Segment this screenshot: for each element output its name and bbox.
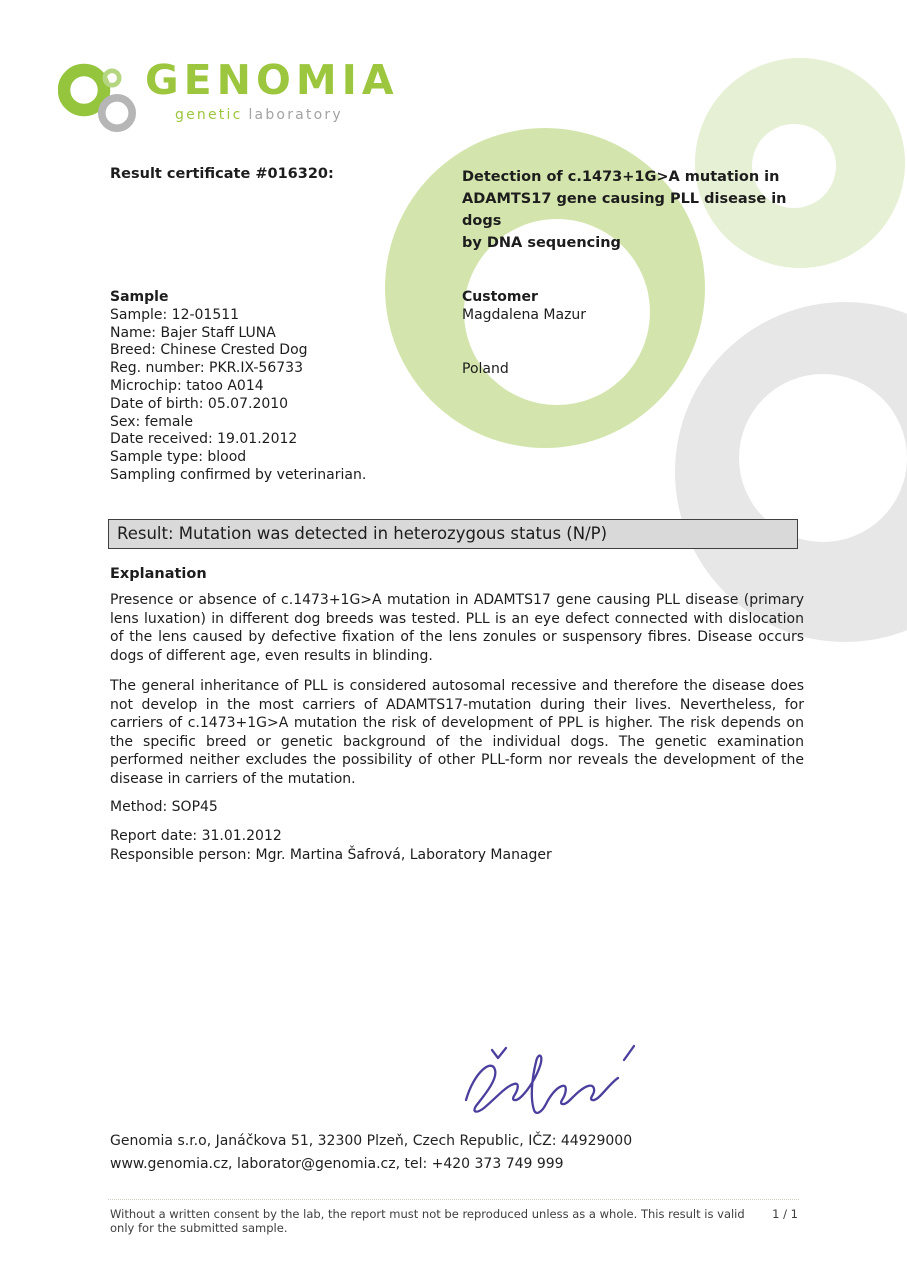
sample-line: Date of birth: 05.07.2010 <box>110 395 289 412</box>
logo-subtitle-laboratory: laboratory <box>248 107 343 123</box>
sample-heading: Sample <box>110 289 169 305</box>
certificate-number-label: Result certificate #016320: <box>110 166 334 182</box>
sample-line: Sex: female <box>110 413 193 430</box>
customer-country: Poland <box>462 360 509 377</box>
footer-address-line: Genomia s.r.o, Janáčkova 51, 32300 Plzeň, Czech Republic, IČZ: 44929000 <box>110 1133 633 1149</box>
test-title-line: Detection of c.1473+1G>A mutation in <box>462 169 780 185</box>
explanation-heading: Explanation <box>110 566 207 582</box>
signature <box>448 1038 663 1130</box>
customer-section <box>462 289 586 378</box>
page-number: 1 / 1 <box>772 1207 798 1221</box>
sample-line: Date received: 19.01.2012 <box>110 431 298 448</box>
sample-line: Microchip: tatoo A014 <box>110 377 264 394</box>
test-title <box>462 166 822 254</box>
method-line: Method: SOP45 <box>110 799 218 815</box>
sample-line: Name: Bajer Staff LUNA <box>110 324 276 341</box>
explanation-paragraph-2: The general inheritance of PLL is considered autosomal recessive and therefore the disease does not develop in the most carriers of ADAMTS17-mutation during their lives. Nevertheless, for carriers of c.1473+1G>A mutation the risk of development of PPL is higher. The risk depends on the specific breed or genetic background of the individual dogs. The genetic examination performed neither excludes the possibility of other PLL-form nor reveals the development of the disease in carriers of the mutation. <box>110 678 804 787</box>
test-title-line: ADAMTS17 gene causing PLL disease in dogs <box>462 191 787 229</box>
customer-name: Magdalena Mazur <box>462 306 587 323</box>
disclaimer-row <box>110 1207 798 1235</box>
logo-wordmark: GENOMIA <box>145 56 399 104</box>
responsible-person-line: Responsible person: Mgr. Martina Šafrová, Laboratory Manager <box>110 847 552 863</box>
footer-divider <box>108 1199 799 1200</box>
sample-line: Sample: 12-01511 <box>110 306 240 323</box>
test-title-line: by DNA sequencing <box>462 235 621 251</box>
footer-contact-line: www.genomia.cz, laborator@genomia.cz, tel: +420 373 749 999 <box>110 1155 564 1172</box>
footer-address-block <box>110 1130 632 1175</box>
sample-line: Sample type: blood <box>110 449 247 466</box>
logo-subtitle <box>175 108 343 122</box>
sample-line: Sampling confirmed by veterinarian. <box>110 466 367 483</box>
disclaimer-text: Without a written consent by the lab, the report must not be reproduced unless as a whole. This result is valid only for the submitted sample. <box>110 1207 745 1235</box>
signature-scribble-icon <box>448 1038 663 1130</box>
logo <box>58 48 418 143</box>
logo-subtitle-genetic: genetic <box>175 107 243 123</box>
customer-heading: Customer <box>462 289 538 305</box>
sample-line: Breed: Chinese Crested Dog <box>110 342 308 359</box>
sample-line: Reg. number: PKR.IX-56733 <box>110 360 303 377</box>
explanation-paragraph-1: Presence or absence of c.1473+1G>A mutation in ADAMTS17 gene causing PLL disease (primary lens luxation) in different dog breeds was tested. PLL is an eye defect connected with dislocation of the lens caused by defective fixation of the lens zonules or suspensory fibres. Disease occurs dogs of different age, even results in blinding. <box>110 592 804 664</box>
logo-rings-icon <box>58 48 158 143</box>
sample-section <box>110 289 366 485</box>
result-banner: Result: Mutation was detected in heterozygous status (N/P) <box>108 519 798 549</box>
report-date-line: Report date: 31.01.2012 <box>110 828 282 844</box>
